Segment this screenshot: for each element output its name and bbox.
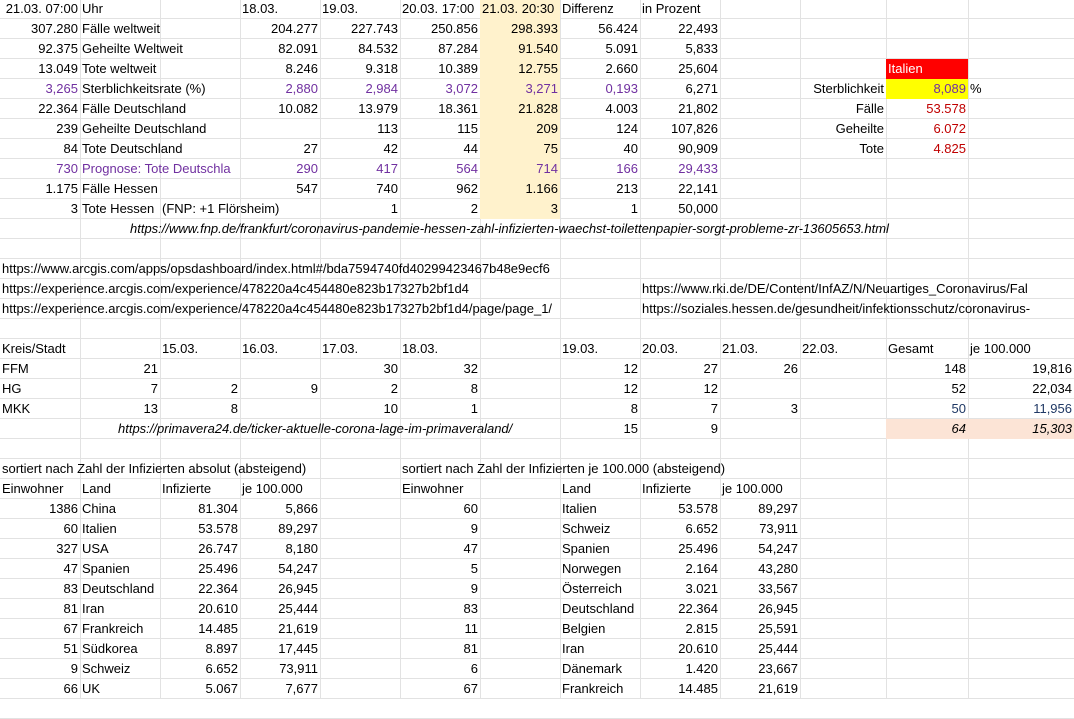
cell-d8[interactable]: 27 [303,141,318,156]
cell-j27[interactable]: 73,911 [759,521,798,536]
cell-j29[interactable]: 43,280 [758,561,798,576]
cell-i19[interactable]: 27 [703,361,718,376]
cell-b28[interactable]: USA [82,541,109,556]
cell-l8[interactable]: 4.825 [933,141,966,156]
cell-a4[interactable]: 13.049 [38,61,78,76]
cell-j31[interactable]: 26,945 [758,601,798,616]
cell-g8[interactable]: 75 [543,141,558,156]
cell-b27[interactable]: Italien [82,521,117,536]
cell-h8[interactable]: 40 [623,141,638,156]
cell-a3[interactable]: 92.375 [38,41,78,56]
cell-h7[interactable]: 124 [616,121,638,136]
cell-f11[interactable]: 2 [470,201,478,216]
cell-k5[interactable]: Sterblichkeit [813,81,884,96]
cell-m20[interactable]: 22,034 [1032,381,1072,396]
cell-a1[interactable]: 21.03. 07:00 [5,1,78,16]
cell-i5[interactable]: 6,271 [685,81,718,96]
cell-b29[interactable]: Spanien [82,561,130,576]
cell-a33[interactable]: 51 [63,641,78,656]
cell-b4[interactable]: Tote weltweit [82,61,157,76]
cell-h1[interactable]: Differenz [562,1,614,16]
cell-i9[interactable]: 29,433 [678,161,718,176]
cell-l5[interactable]: 8,089 [933,81,966,96]
cell-d31[interactable]: 25,444 [278,601,318,616]
cell-g6[interactable]: 21.828 [518,101,558,116]
cell-h20[interactable]: 12 [623,381,638,396]
cell-i31[interactable]: 22.364 [678,601,718,616]
cell-e7[interactable]: 113 [377,121,398,136]
cell-k8[interactable]: Tote [859,141,884,156]
cell-d2[interactable]: 204.277 [271,21,318,36]
cell-c20[interactable]: 2 [230,381,238,396]
cell-c34[interactable]: 6.652 [205,661,238,676]
cell-l6[interactable]: 53.578 [926,101,966,116]
cell-h32[interactable]: Belgien [562,621,606,636]
cell-m22[interactable]: 15,303 [1032,421,1072,436]
cell-k18[interactable]: 22.03. [802,341,839,356]
cell-i28[interactable]: 25.496 [678,541,718,556]
cell-d9[interactable]: 290 [296,161,318,176]
cell-i8[interactable]: 90,909 [678,141,718,156]
cell-c28[interactable]: 26.747 [198,541,238,556]
cell-f29[interactable]: 5 [470,561,478,576]
cell-b34[interactable]: Schweiz [82,661,131,676]
cell-a14[interactable]: https://www.arcgis.com/apps/opsdashboard/index.html#/bda7594740fd40299423467b48e9ecf6 [2,261,550,276]
cell-f32[interactable]: 11 [464,621,478,636]
cell-m18[interactable]: je 100.000 [970,341,1031,356]
cell-a34[interactable]: 9 [70,661,78,676]
cell-h28[interactable]: Spanien [562,541,610,556]
cell-a29[interactable]: 47 [63,561,78,576]
cell-a7[interactable]: 239 [56,121,78,136]
cell-h6[interactable]: 4.003 [605,101,638,116]
cell-e18[interactable]: 17.03. [322,341,359,356]
cell-h31[interactable]: Deutschland [562,601,635,616]
cell-i27[interactable]: 6.652 [685,521,718,536]
cell-b5[interactable]: Sterblichkeitsrate (%) [82,81,206,96]
cell-h19[interactable]: 12 [623,361,638,376]
cell-f27[interactable]: 9 [470,521,478,536]
cell-b9[interactable]: Prognose: Tote Deutschla [82,161,231,176]
cell-i16[interactable]: https://soziales.hessen.de/gesundheit/infektionsschutz/coronavirus- [642,301,1031,316]
cell-i35[interactable]: 14.485 [678,681,718,696]
cell-h29[interactable]: Norwegen [562,561,622,576]
cell-h21[interactable]: 8 [630,401,638,416]
cell-i32[interactable]: 2.815 [685,621,718,636]
cell-g4[interactable]: 12.755 [518,61,558,76]
cell-h25[interactable]: Land [562,481,591,496]
cell-a9[interactable]: 730 [56,161,78,176]
cell-e21[interactable]: 10 [383,401,398,416]
cell-b32[interactable]: Frankreich [82,621,144,636]
cell-h30[interactable]: Österreich [562,581,622,596]
cell-e9[interactable]: 417 [376,161,398,176]
cell-j26[interactable]: 89,297 [758,501,798,516]
cell-b20[interactable]: 7 [150,381,158,396]
cell-g9[interactable]: 714 [536,161,558,176]
cell-a8[interactable]: 84 [63,141,78,156]
cell-a24[interactable]: sortiert nach Zahl der Infizierten absolut (absteigend) [2,461,307,476]
cell-f2[interactable]: 250.856 [431,21,478,36]
cell-f26[interactable]: 60 [463,501,478,516]
cell-g7[interactable]: 209 [536,121,558,136]
cell-f34[interactable]: 6 [470,661,478,676]
cell-b21[interactable]: 13 [143,401,158,416]
cell-i11[interactable]: 50,000 [678,201,718,216]
cell-e4[interactable]: 9.318 [365,61,398,76]
cell-g5[interactable]: 3,271 [525,81,558,96]
cell-i30[interactable]: 3.021 [685,581,718,596]
cell-d29[interactable]: 54,247 [278,561,318,576]
cell-h5[interactable]: 0,193 [605,81,638,96]
cell-h22[interactable]: 15 [623,421,638,436]
cell-e8[interactable]: 42 [383,141,398,156]
cell-c11[interactable]: (FNP: +1 Flörsheim) [162,201,280,216]
cell-f7[interactable]: 115 [457,121,478,136]
cell-i25[interactable]: Infizierte [642,481,692,496]
cell-c30[interactable]: 22.364 [198,581,238,596]
cell-g11[interactable]: 3 [550,201,558,216]
cell-i29[interactable]: 2.164 [685,561,718,576]
cell-l20[interactable]: 52 [951,381,966,396]
cell-h35[interactable]: Frankreich [562,681,624,696]
cell-b26[interactable]: China [82,501,116,516]
cell-h11[interactable]: 1 [630,201,638,216]
cell-b25[interactable]: Land [82,481,111,496]
cell-d1[interactable]: 18.03. [242,1,279,16]
cell-j32[interactable]: 25,591 [758,621,798,636]
cell-h27[interactable]: Schweiz [562,521,611,536]
cell-j21[interactable]: 3 [790,401,798,416]
cell-i3[interactable]: 5,833 [685,41,718,56]
cell-k6[interactable]: Fälle [855,101,884,116]
cell-a26[interactable]: 1386 [49,501,78,516]
cell-a22[interactable]: https://primavera24.de/ticker-aktuelle-corona-lage-im-primaveraland/ [118,421,513,436]
cell-f4[interactable]: 10.389 [438,61,478,76]
cell-a19[interactable]: FFM [2,361,29,376]
cell-f18[interactable]: 18.03. [402,341,439,356]
cell-l21[interactable]: 50 [951,401,966,416]
cell-f9[interactable]: 564 [456,161,478,176]
cell-a15[interactable]: https://experience.arcgis.com/experience/478220a4c454480e823b17327b2bf1d4 [2,281,469,296]
cell-i34[interactable]: 1.420 [685,661,718,676]
cell-d5[interactable]: 2,880 [285,81,318,96]
cell-c35[interactable]: 5.067 [205,681,238,696]
cell-f30[interactable]: 9 [470,581,478,596]
cell-i18[interactable]: 20.03. [642,341,679,356]
cell-i10[interactable]: 22,141 [678,181,718,196]
cell-d3[interactable]: 82.091 [278,41,318,56]
cell-k7[interactable]: Geheilte [835,121,884,136]
cell-i7[interactable]: 107,826 [671,121,718,136]
cell-d35[interactable]: 7,677 [285,681,318,696]
cell-d28[interactable]: 8,180 [285,541,318,556]
cell-d4[interactable]: 8.246 [285,61,318,76]
cell-c29[interactable]: 25.496 [198,561,238,576]
cell-b35[interactable]: UK [82,681,101,696]
cell-f19[interactable]: 32 [463,361,478,376]
cell-h2[interactable]: 56.424 [598,21,638,36]
cell-f33[interactable]: 81 [463,641,478,656]
cell-e19[interactable]: 30 [383,361,398,376]
cell-f35[interactable]: 67 [463,681,478,696]
cell-i1[interactable]: in Prozent [642,1,701,16]
cell-b10[interactable]: Fälle Hessen [82,181,158,196]
cell-l4[interactable]: Italien [888,61,923,76]
cell-f1[interactable]: 20.03. 17:00 [402,1,475,16]
cell-l18[interactable]: Gesamt [888,341,934,356]
cell-e5[interactable]: 2,984 [365,81,398,96]
cell-b30[interactable]: Deutschland [82,581,155,596]
cell-b8[interactable]: Tote Deutschland [82,141,183,156]
cell-h9[interactable]: 166 [616,161,638,176]
cell-f24[interactable]: sortiert nach Zahl der Infizierten je 100.000 (absteigend) [402,461,726,476]
cell-b2[interactable]: Fälle weltweit [82,21,161,36]
cell-c27[interactable]: 53.578 [198,521,238,536]
cell-e3[interactable]: 84.532 [358,41,398,56]
cell-b7[interactable]: Geheilte Deutschland [82,121,207,136]
cell-l22[interactable]: 64 [951,421,966,436]
cell-g10[interactable]: 1.166 [525,181,558,196]
cell-d27[interactable]: 89,297 [278,521,318,536]
cell-h3[interactable]: 5.091 [605,41,638,56]
cell-c31[interactable]: 20.610 [198,601,238,616]
cell-l19[interactable]: 148 [944,361,966,376]
cell-a25[interactable]: Einwohner [2,481,64,496]
cell-f8[interactable]: 44 [463,141,478,156]
cell-f31[interactable]: 83 [463,601,478,616]
cell-a35[interactable]: 66 [63,681,78,696]
cell-e11[interactable]: 1 [390,201,398,216]
cell-j25[interactable]: je 100.000 [722,481,783,496]
cell-i33[interactable]: 20.610 [678,641,718,656]
cell-h34[interactable]: Dänemark [562,661,622,676]
cell-d10[interactable]: 547 [296,181,318,196]
cell-h26[interactable]: Italien [562,501,597,516]
cell-a5[interactable]: 3,265 [45,81,78,96]
cell-a28[interactable]: 327 [56,541,78,556]
cell-m19[interactable]: 19,816 [1032,361,1072,376]
cell-e10[interactable]: 740 [376,181,398,196]
cell-a2[interactable]: 307.280 [31,21,78,36]
cell-b1[interactable]: Uhr [82,1,103,16]
cell-i21[interactable]: 7 [710,401,718,416]
cell-a11[interactable]: 3 [70,201,78,216]
cell-h33[interactable]: Iran [562,641,585,656]
cell-g3[interactable]: 91.540 [518,41,558,56]
cell-c33[interactable]: 8.897 [205,641,238,656]
cell-a18[interactable]: Kreis/Stadt [2,341,66,356]
cell-d20[interactable]: 9 [310,381,318,396]
cell-j30[interactable]: 33,567 [758,581,798,596]
cell-m21[interactable]: 11,956 [1033,401,1072,416]
cell-d6[interactable]: 10.082 [278,101,318,116]
cell-c25[interactable]: Infizierte [162,481,212,496]
cell-f3[interactable]: 87.284 [438,41,478,56]
cell-f20[interactable]: 8 [470,381,478,396]
cell-h10[interactable]: 213 [616,181,638,196]
cell-e1[interactable]: 19.03. [322,1,359,16]
cell-d25[interactable]: je 100.000 [242,481,303,496]
cell-c32[interactable]: 14.485 [198,621,238,636]
cell-j19[interactable]: 26 [783,361,798,376]
cell-f10[interactable]: 962 [456,181,478,196]
cell-i26[interactable]: 53.578 [678,501,718,516]
cell-a32[interactable]: 67 [63,621,78,636]
cell-d32[interactable]: 21,619 [278,621,318,636]
cell-l7[interactable]: 6.072 [933,121,966,136]
cell-a27[interactable]: 60 [63,521,78,536]
cell-j35[interactable]: 21,619 [758,681,798,696]
cell-b6[interactable]: Fälle Deutschland [82,101,187,116]
cell-a30[interactable]: 83 [63,581,78,596]
cell-e20[interactable]: 2 [390,381,398,396]
cell-b33[interactable]: Südkorea [82,641,138,656]
cell-j33[interactable]: 25,444 [758,641,798,656]
cell-i22[interactable]: 9 [710,421,718,436]
cell-c21[interactable]: 8 [230,401,238,416]
cell-b3[interactable]: Geheilte Weltweit [82,41,183,56]
cell-a10[interactable]: 1.175 [45,181,78,196]
cell-i6[interactable]: 21,802 [678,101,718,116]
cell-j34[interactable]: 23,667 [758,661,798,676]
cell-a16[interactable]: https://experience.arcgis.com/experience/478220a4c454480e823b17327b2bf1d4/page/page_1/ [2,301,553,316]
cell-a6[interactable]: 22.364 [38,101,78,116]
cell-g2[interactable]: 298.393 [511,21,558,36]
cell-a20[interactable]: HG [2,381,22,396]
cell-i2[interactable]: 22,493 [678,21,718,36]
cell-h18[interactable]: 19.03. [562,341,599,356]
cell-b31[interactable]: Iran [82,601,105,616]
cell-e6[interactable]: 13.979 [358,101,398,116]
cell-b19[interactable]: 21 [143,361,158,376]
cell-b12[interactable]: https://www.fnp.de/frankfurt/coronavirus-pandemie-hessen-zahl-infizierten-waechst-toilettenpapier-sorgt-probleme-zr-13605653.html [130,221,889,236]
cell-f25[interactable]: Einwohner [402,481,464,496]
cell-j18[interactable]: 21.03. [722,341,759,356]
cell-i4[interactable]: 25,604 [678,61,718,76]
cell-i20[interactable]: 12 [703,381,718,396]
cell-i15[interactable]: https://www.rki.de/DE/Content/InfAZ/N/Neuartiges_Coronavirus/Fal [642,281,1028,296]
cell-d34[interactable]: 73,911 [279,661,318,676]
cell-h4[interactable]: 2.660 [605,61,638,76]
cell-d26[interactable]: 5,866 [285,501,318,516]
cell-e2[interactable]: 227.743 [351,21,398,36]
cell-a31[interactable]: 81 [63,601,78,616]
cell-b11[interactable]: Tote Hessen [82,201,155,216]
cell-j28[interactable]: 54,247 [758,541,798,556]
cell-c26[interactable]: 81.304 [198,501,238,516]
cell-d30[interactable]: 26,945 [278,581,318,596]
cell-c18[interactable]: 15.03. [162,341,199,356]
cell-m5[interactable]: % [970,81,982,96]
cell-f21[interactable]: 1 [470,401,478,416]
cell-d33[interactable]: 17,445 [278,641,318,656]
cell-a21[interactable]: MKK [2,401,31,416]
cell-d18[interactable]: 16.03. [242,341,279,356]
cell-g1[interactable]: 21.03. 20:30 [482,1,555,16]
cell-f28[interactable]: 47 [463,541,478,556]
cell-f5[interactable]: 3,072 [445,81,478,96]
cell-f6[interactable]: 18.361 [438,101,478,116]
